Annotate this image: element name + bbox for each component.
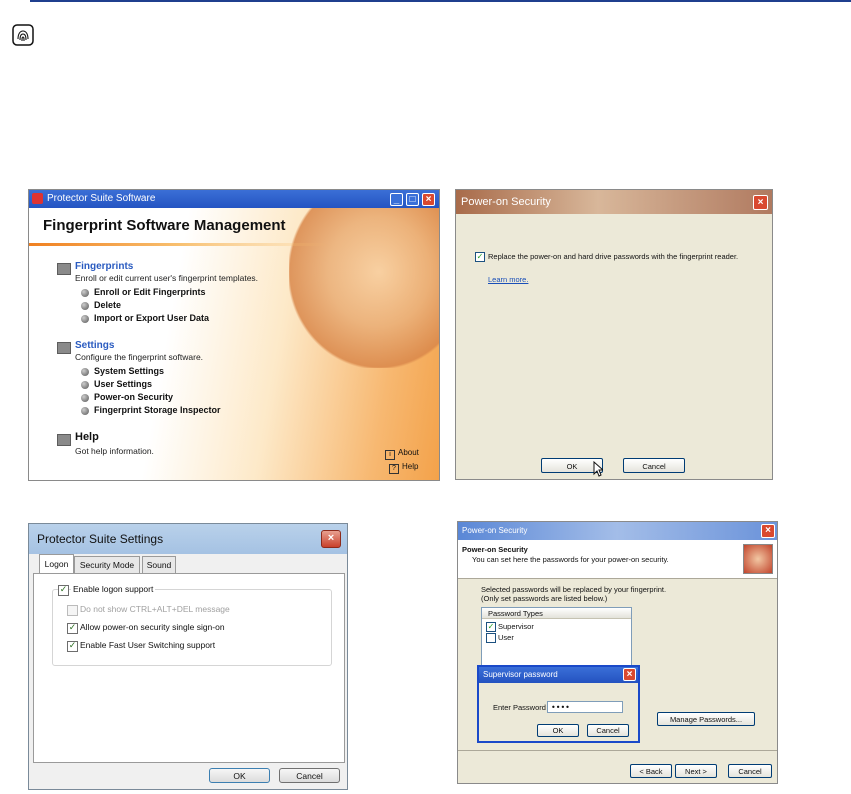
- power-on-security-link[interactable]: Power-on Security: [94, 392, 174, 402]
- bullet-icon: [81, 407, 89, 415]
- import-export-link[interactable]: Import or Export User Data: [94, 313, 210, 323]
- about-link[interactable]: i About: [385, 448, 419, 460]
- cursor-icon: [593, 461, 603, 477]
- protector-suite-window: [28, 189, 440, 481]
- settings-heading[interactable]: Settings: [75, 340, 115, 351]
- close-icon[interactable]: ×: [761, 524, 775, 538]
- collapse-icon[interactable]: [57, 342, 71, 354]
- minimize-icon[interactable]: _: [390, 193, 403, 206]
- back-button[interactable]: < Back: [630, 764, 672, 778]
- wizard-image: [743, 544, 773, 574]
- ok-button[interactable]: OK: [537, 724, 579, 737]
- info-icon: i: [385, 450, 395, 460]
- user-checkbox[interactable]: [486, 633, 496, 643]
- system-settings-link[interactable]: System Settings: [94, 366, 165, 376]
- storage-inspector-link[interactable]: Fingerprint Storage Inspector: [94, 405, 221, 415]
- window-titlebar[interactable]: [29, 190, 439, 208]
- help-link[interactable]: ? Help: [389, 462, 418, 474]
- next-button[interactable]: Next >: [675, 764, 717, 778]
- single-sign-on-label: Allow power-on security single sign-on: [80, 622, 225, 632]
- enroll-fingerprints-link[interactable]: Enroll or Edit Fingerprints: [94, 287, 206, 297]
- single-sign-on-checkbox[interactable]: ✓: [68, 623, 77, 633]
- wizard-title: Power-on Security: [462, 526, 528, 535]
- bullet-icon: [81, 315, 89, 323]
- cancel-button[interactable]: Cancel: [587, 724, 629, 737]
- protector-suite-settings-window: [28, 523, 348, 790]
- user-settings-link[interactable]: User Settings: [94, 379, 153, 389]
- page-title: Fingerprint Software Management: [43, 217, 286, 234]
- top-rule: [30, 0, 851, 2]
- tab-security-mode[interactable]: Security Mode: [74, 556, 140, 573]
- ok-button[interactable]: OK: [541, 458, 603, 473]
- fingerprints-description: Enroll or edit current user's fingerprint templates.: [75, 273, 259, 283]
- enter-password-label: Enter Password: [493, 703, 546, 712]
- enable-logon-checkbox[interactable]: ✓: [59, 585, 68, 595]
- replace-passwords-label: Replace the power-on and hard drive passwords with the fingerprint reader.: [488, 252, 739, 261]
- logon-tab-panel: [33, 573, 345, 763]
- wizard-header-subtitle: You can set here the passwords for your power-on security.: [472, 555, 669, 564]
- cancel-button[interactable]: Cancel: [728, 764, 772, 778]
- title-divider: [29, 243, 329, 246]
- app-icon: [32, 193, 43, 204]
- tab-logon[interactable]: Logon: [39, 554, 74, 573]
- cancel-button[interactable]: Cancel: [623, 458, 685, 473]
- ok-button[interactable]: OK: [209, 768, 270, 783]
- tab-sound[interactable]: Sound: [142, 556, 176, 573]
- settings-titlebar[interactable]: [29, 524, 347, 554]
- learn-more-link[interactable]: Learn more.: [488, 275, 529, 284]
- fast-user-switching-checkbox[interactable]: ✓: [68, 641, 77, 651]
- hide-ctrl-alt-del-checkbox[interactable]: [67, 605, 78, 616]
- supervisor-password-dialog: [477, 665, 640, 743]
- power-on-security-dialog: [455, 189, 773, 480]
- bullet-icon: [81, 381, 89, 389]
- supervisor-label: Supervisor: [498, 622, 534, 631]
- footer-divider: [458, 750, 777, 751]
- supervisor-dialog-title: Supervisor password: [483, 670, 558, 679]
- close-icon[interactable]: ×: [623, 668, 636, 681]
- close-icon[interactable]: ×: [422, 193, 435, 206]
- replace-passwords-checkbox[interactable]: ✓: [476, 252, 484, 261]
- hand-photo: [289, 208, 439, 368]
- fingerprints-heading[interactable]: Fingerprints: [75, 261, 134, 272]
- bullet-icon: [81, 302, 89, 310]
- window-body: [29, 208, 439, 480]
- fingerprint-icon: [12, 24, 34, 46]
- bullet-icon: [81, 368, 89, 376]
- manage-passwords-button[interactable]: Manage Passwords...: [657, 712, 755, 726]
- hide-ctrl-alt-del-label: Do not show CTRL+ALT+DEL message: [80, 604, 230, 614]
- wizard-titlebar[interactable]: [458, 522, 777, 540]
- enable-logon-label: Enable logon support: [73, 584, 154, 594]
- collapse-icon[interactable]: [57, 263, 71, 275]
- help-description: Got help information.: [75, 446, 154, 456]
- list-header-label: Password Types: [488, 609, 543, 618]
- expand-icon[interactable]: [57, 434, 71, 446]
- maximize-icon[interactable]: □: [406, 193, 419, 206]
- settings-description: Configure the fingerprint software.: [75, 352, 204, 362]
- question-icon: ?: [389, 464, 399, 474]
- dialog-titlebar[interactable]: [456, 190, 772, 214]
- user-label: User: [498, 633, 514, 642]
- bullet-icon: [81, 394, 89, 402]
- window-title: Protector Suite Software: [47, 193, 156, 204]
- wizard-header: [458, 540, 777, 579]
- power-on-security-wizard: [457, 521, 778, 784]
- close-icon[interactable]: ×: [321, 530, 341, 548]
- close-icon[interactable]: ×: [753, 195, 768, 210]
- password-input[interactable]: ••••: [547, 701, 623, 713]
- info-line-2: (Only set passwords are listed below.): [481, 594, 608, 603]
- supervisor-dialog-titlebar[interactable]: [479, 667, 638, 683]
- wizard-header-title: Power-on Security: [462, 545, 528, 554]
- help-heading[interactable]: Help: [75, 431, 99, 443]
- fast-user-switching-label: Enable Fast User Switching support: [80, 640, 216, 650]
- delete-link[interactable]: Delete: [94, 300, 122, 310]
- settings-title: Protector Suite Settings: [37, 532, 164, 546]
- dialog-title: Power-on Security: [461, 196, 551, 208]
- cancel-button[interactable]: Cancel: [279, 768, 340, 783]
- supervisor-checkbox[interactable]: ✓: [487, 622, 495, 631]
- bullet-icon: [81, 289, 89, 297]
- info-line-1: Selected passwords will be replaced by your fingerprint.: [481, 585, 667, 594]
